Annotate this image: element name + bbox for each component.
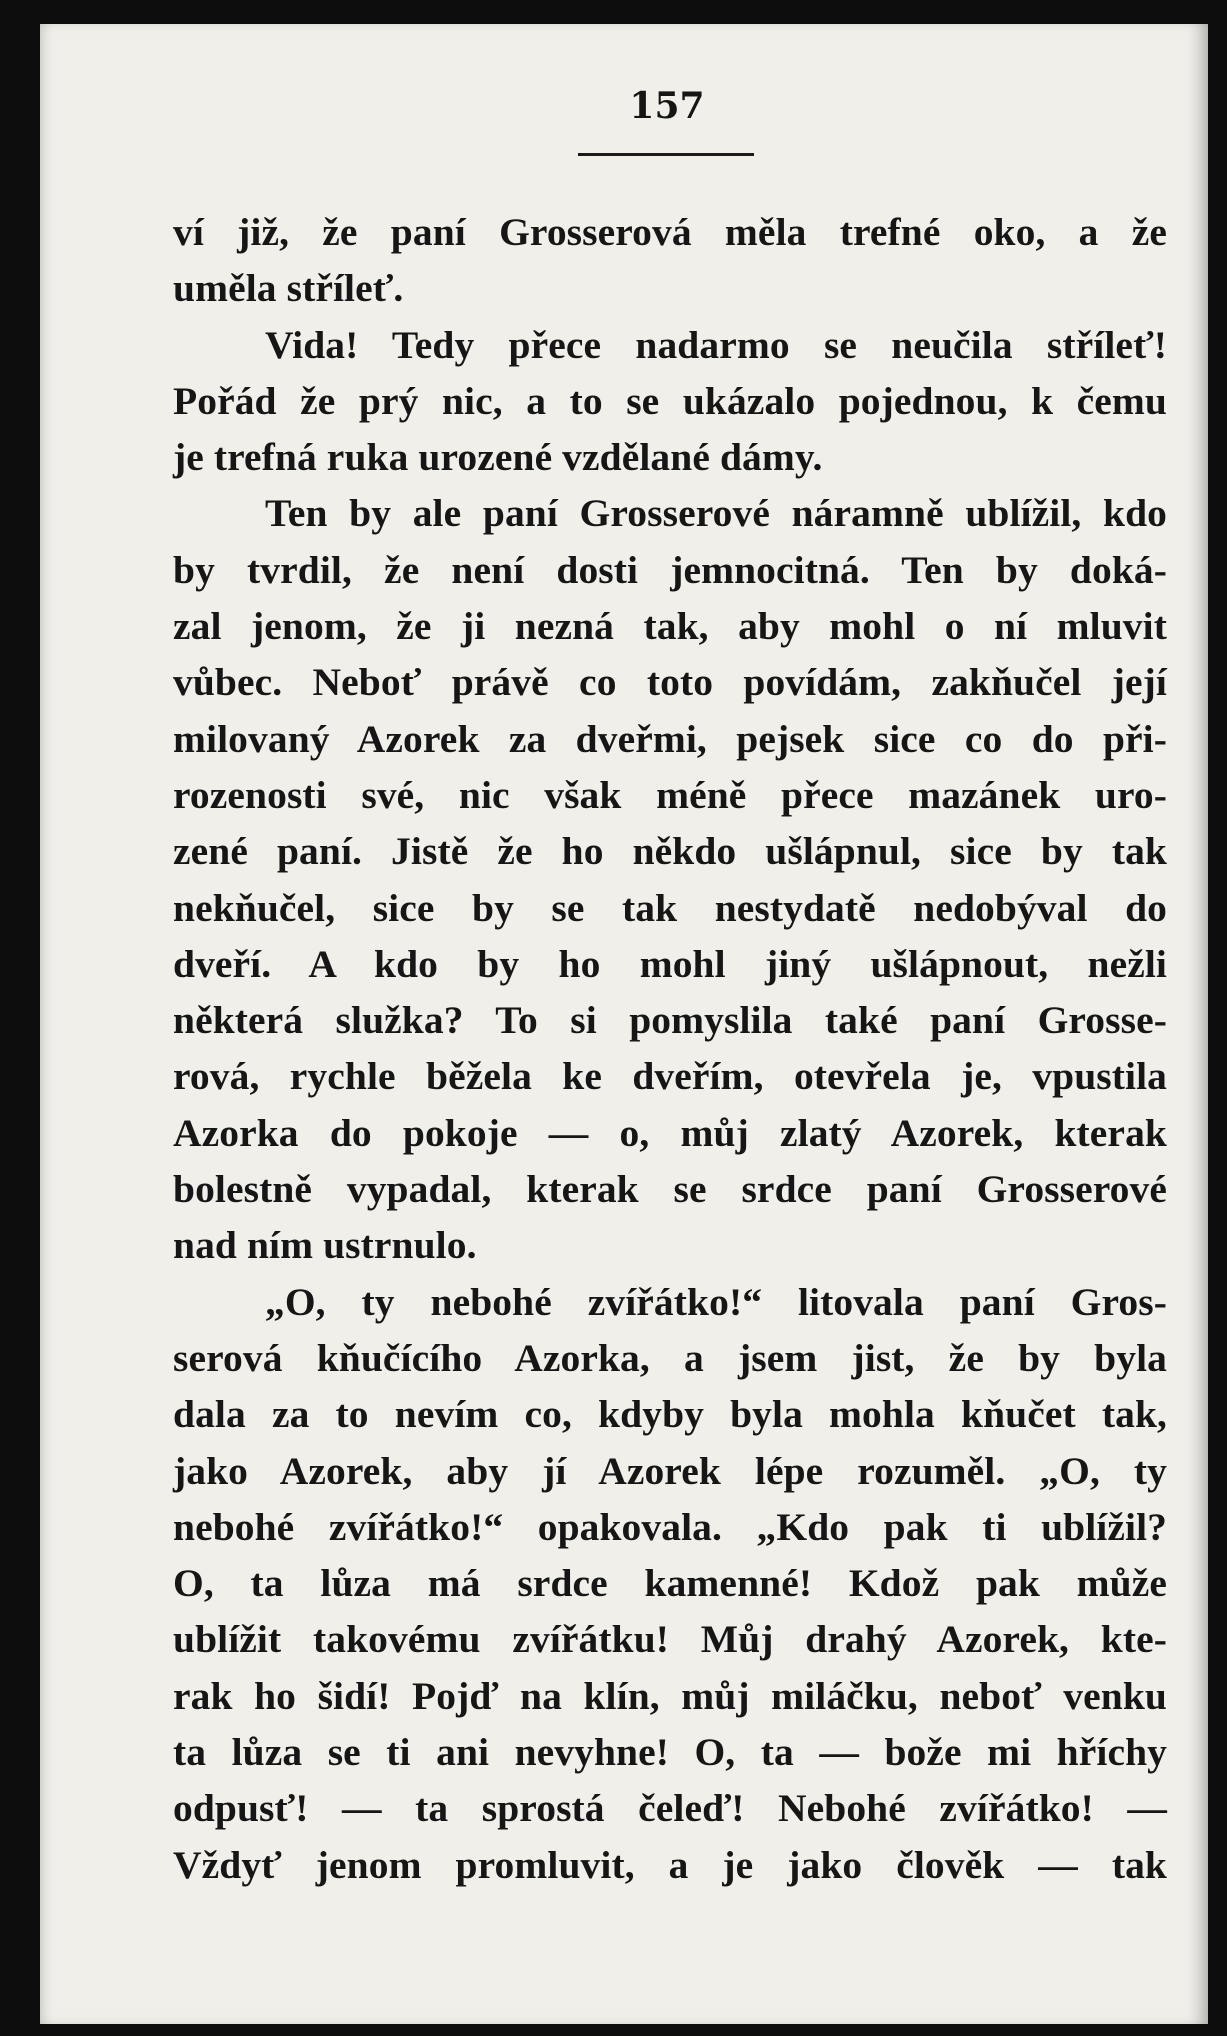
text-line: bolestně vypadal, kterak se srdce paní Grosserové (173, 1167, 1167, 1212)
text-line: dala za to nevím co, kdyby byla mohla kňučet tak, (173, 1392, 1167, 1437)
text-line: rozenosti své, nic však méně přece mazánek uro- (173, 772, 1167, 817)
text-line: nebohé zvířátko!“ opakovala. „Kdo pak ti ublížil? (173, 1504, 1167, 1549)
text-line: je trefná ruka urozené vzdělané dámy. (173, 435, 823, 480)
text-line: Azorka do pokoje — o, můj zlatý Azorek, kterak (173, 1110, 1167, 1155)
text-line: O, ta lůza má srdce kamenné! Kdož pak může (173, 1561, 1167, 1606)
text-line: nekňučel, sice by se tak nestydatě nedobýval do (173, 885, 1167, 930)
text-line: by tvrdil, že není dosti jemnocitná. Ten by doká- (173, 547, 1167, 592)
text-line: „O, ty nebohé zvířátko!“ litovala paní Gros- (265, 1279, 1167, 1324)
text-line: některá služka? To si pomyslila také paní Grosse- (173, 998, 1167, 1043)
text-line: nad ním ustrnulo. (173, 1223, 477, 1268)
text-line: zené paní. Jistě že ho někdo ušlápnul, sice by tak (173, 829, 1167, 874)
text-line: ví již, že paní Grosserová měla trefné oko, a že (173, 210, 1167, 254)
text-line: vůbec. Neboť právě co toto povídám, zakňučel její (173, 660, 1167, 705)
text-line: rová, rychle běžela ke dveřím, otevřela je, vpustila (173, 1054, 1167, 1099)
text-line: Pořád že prý nic, a to se ukázalo pojednou, k čemu (173, 378, 1167, 423)
page-number: 157 (629, 85, 705, 127)
text-line: Vida! Tedy přece nadarmo se neučila stříleť! (265, 322, 1167, 367)
text-line: uměla stříleť. (173, 266, 404, 311)
text-line: dveří. A kdo by ho mohl jiný ušlápnout, nežli (173, 941, 1167, 986)
text-line: odpusť! — ta sprostá čeleď! Nebohé zvířátko! — (173, 1786, 1167, 1831)
text-line: Vždyť jenom promluvit, a je jako člověk — tak (173, 1842, 1167, 1887)
text-line: Ten by ale paní Grosserové náramně ublížil, kdo (265, 491, 1167, 536)
header-rule (578, 153, 754, 156)
text-line: serová kňučícího Azorka, a jsem jist, že by byla (173, 1335, 1167, 1380)
text-line: milovaný Azorek za dveřmi, pejsek sice co do při- (173, 716, 1167, 761)
text-line: jako Azorek, aby jí Azorek lépe rozuměl. „O, ty (173, 1448, 1167, 1493)
text-line: ta lůza se ti ani nevyhne! O, ta — bože mi hříchy (173, 1730, 1167, 1775)
text-line: rak ho šidí! Pojď na klín, můj miláčku, neboť venku (173, 1673, 1167, 1718)
body-text (173, 204, 1167, 1893)
text-line: zal jenom, že ji nezná tak, aby mohl o ní mluvit (173, 604, 1167, 649)
book-page (40, 24, 1208, 2024)
text-line: ublížit takovému zvířátku! Můj drahý Azorek, kte- (173, 1617, 1167, 1662)
